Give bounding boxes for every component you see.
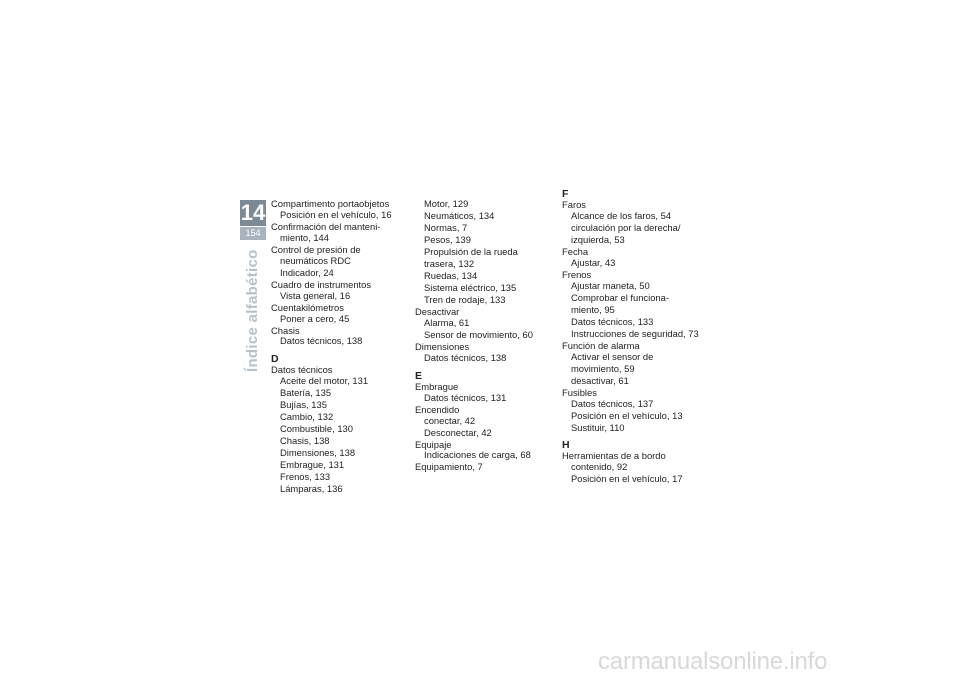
index-subentry: Indicaciones de carga, 68 [424,449,531,461]
index-subentry: Posición en el vehículo, 13 [571,409,683,421]
index-entry: Cuentakilómetros [271,301,344,313]
index-subentry: Dimensiones, 138 [280,447,356,459]
chapter-marker [240,200,266,240]
index-entry: Frenos [562,268,592,280]
index-subentry: Ajustar maneta, 50 [571,279,650,291]
index-column-2 [415,199,547,473]
index-entry: Herramientas de a bordo [562,450,666,462]
index-subentry: Indicador, 24 [280,266,334,278]
index-entry: Desactivar [415,306,460,317]
index-subentry: Vista general, 16 [280,289,351,301]
index-subentry: Datos técnicos, 131 [424,391,507,403]
index-entry: Compartimento portaobjetos [271,198,390,209]
index-subentry: Embrague, 131 [280,459,345,471]
index-subentry: Pesos, 139 [424,234,471,245]
index-subentry: Lámparas, 136 [280,483,343,495]
index-letter-heading: D [271,353,279,366]
index-subentry: Datos técnicos, 138 [280,335,363,347]
index-subentry: Combustible, 130 [280,423,353,435]
index-entry: Función de alarma [562,339,640,351]
index-entry: Encendido [415,403,460,415]
index-subentry: Motor, 129 [424,198,469,209]
index-entry: Equipamiento, 7 [415,461,483,473]
index-entry: Cuadro de instrumentos [271,278,372,290]
index-subentry: Frenos, 133 [280,471,331,483]
index-subentry: Chasis, 138 [280,435,330,447]
index-subentry: Datos técnicos, 137 [571,397,654,409]
index-subentry: trasera, 132 [424,258,475,269]
index-subentry: conectar, 42 [424,414,476,426]
index-subentry: Neumáticos, 134 [424,210,495,221]
index-subentry: Instrucciones de seguridad, 73 [571,327,699,339]
index-letter-heading: E [415,369,423,382]
index-column-3 [562,188,712,486]
index-subentry: Poner a cero, 45 [280,312,350,324]
index-subentry: Ruedas, 134 [424,270,478,281]
index-subentry: Datos técnicos, 133 [571,315,654,327]
index-subentry: Normas, 7 [424,222,468,233]
index-entry: Dimensiones [415,340,470,352]
watermark: carmanualsonline.info [598,648,828,675]
index-subentry: circulación por la derecha/ [571,221,681,233]
index-entry: Datos técnicos [271,364,333,376]
index-subentry: Comprobar el funciona- [571,291,669,303]
index-entry: Embrague [415,380,459,392]
index-entry: Faros [562,199,586,210]
index-subentry: Sistema eléctrico, 135 [424,282,517,293]
index-subentry: izquierda, 53 [571,233,625,245]
index-subentry: desactivar, 61 [571,374,629,386]
index-subentry: miento, 95 [571,303,615,315]
index-subentry: miento, 144 [280,231,329,243]
index-subentry: neumáticos RDC [280,254,351,266]
index-subentry: movimiento, 59 [571,362,635,374]
index-entry: Control de presión de [271,243,361,255]
index-subentry: Ajustar, 43 [571,256,616,268]
index-subentry: Batería, 135 [280,387,332,399]
index-entry: Confirmación del manteni- [271,220,381,232]
index-subentry: Sensor de movimiento, 60 [424,328,533,340]
index-subentry: Desconectar, 42 [424,426,492,438]
index-subentry: Alcance de los faros, 54 [571,209,672,221]
chapter-title: Índice alfabético [244,249,261,372]
index-entry: Fecha [562,245,589,257]
index-entry: Fusibles [562,386,597,398]
index-entry: Chasis [271,324,300,336]
index-subentry: Cambio, 132 [280,411,334,423]
index-subentry: Alarma, 61 [424,316,470,328]
index-column-1 [271,199,403,496]
index-subentry: Bujías, 135 [280,399,327,411]
index-subentry: contenido, 92 [571,461,628,473]
index-subentry: Posición en el vehículo, 16 [280,208,392,220]
index-letter-heading: F [562,188,569,200]
page-number: 154 [240,227,266,240]
index-subentry: Tren de rodaje, 133 [424,294,506,305]
index-subentry: Activar el sensor de [571,350,654,362]
index-subentry: Posición en el vehículo, 17 [571,473,683,485]
index-subentry: Aceite del motor, 131 [280,375,369,387]
index-subentry: Datos técnicos, 138 [424,351,507,363]
index-entry: Equipaje [415,438,452,450]
index-letter-heading: H [562,439,570,452]
index-subentry: Propulsión de la rueda [424,246,518,257]
chapter-number: 14 [240,200,266,225]
index-subentry: Sustituir, 110 [571,421,625,433]
